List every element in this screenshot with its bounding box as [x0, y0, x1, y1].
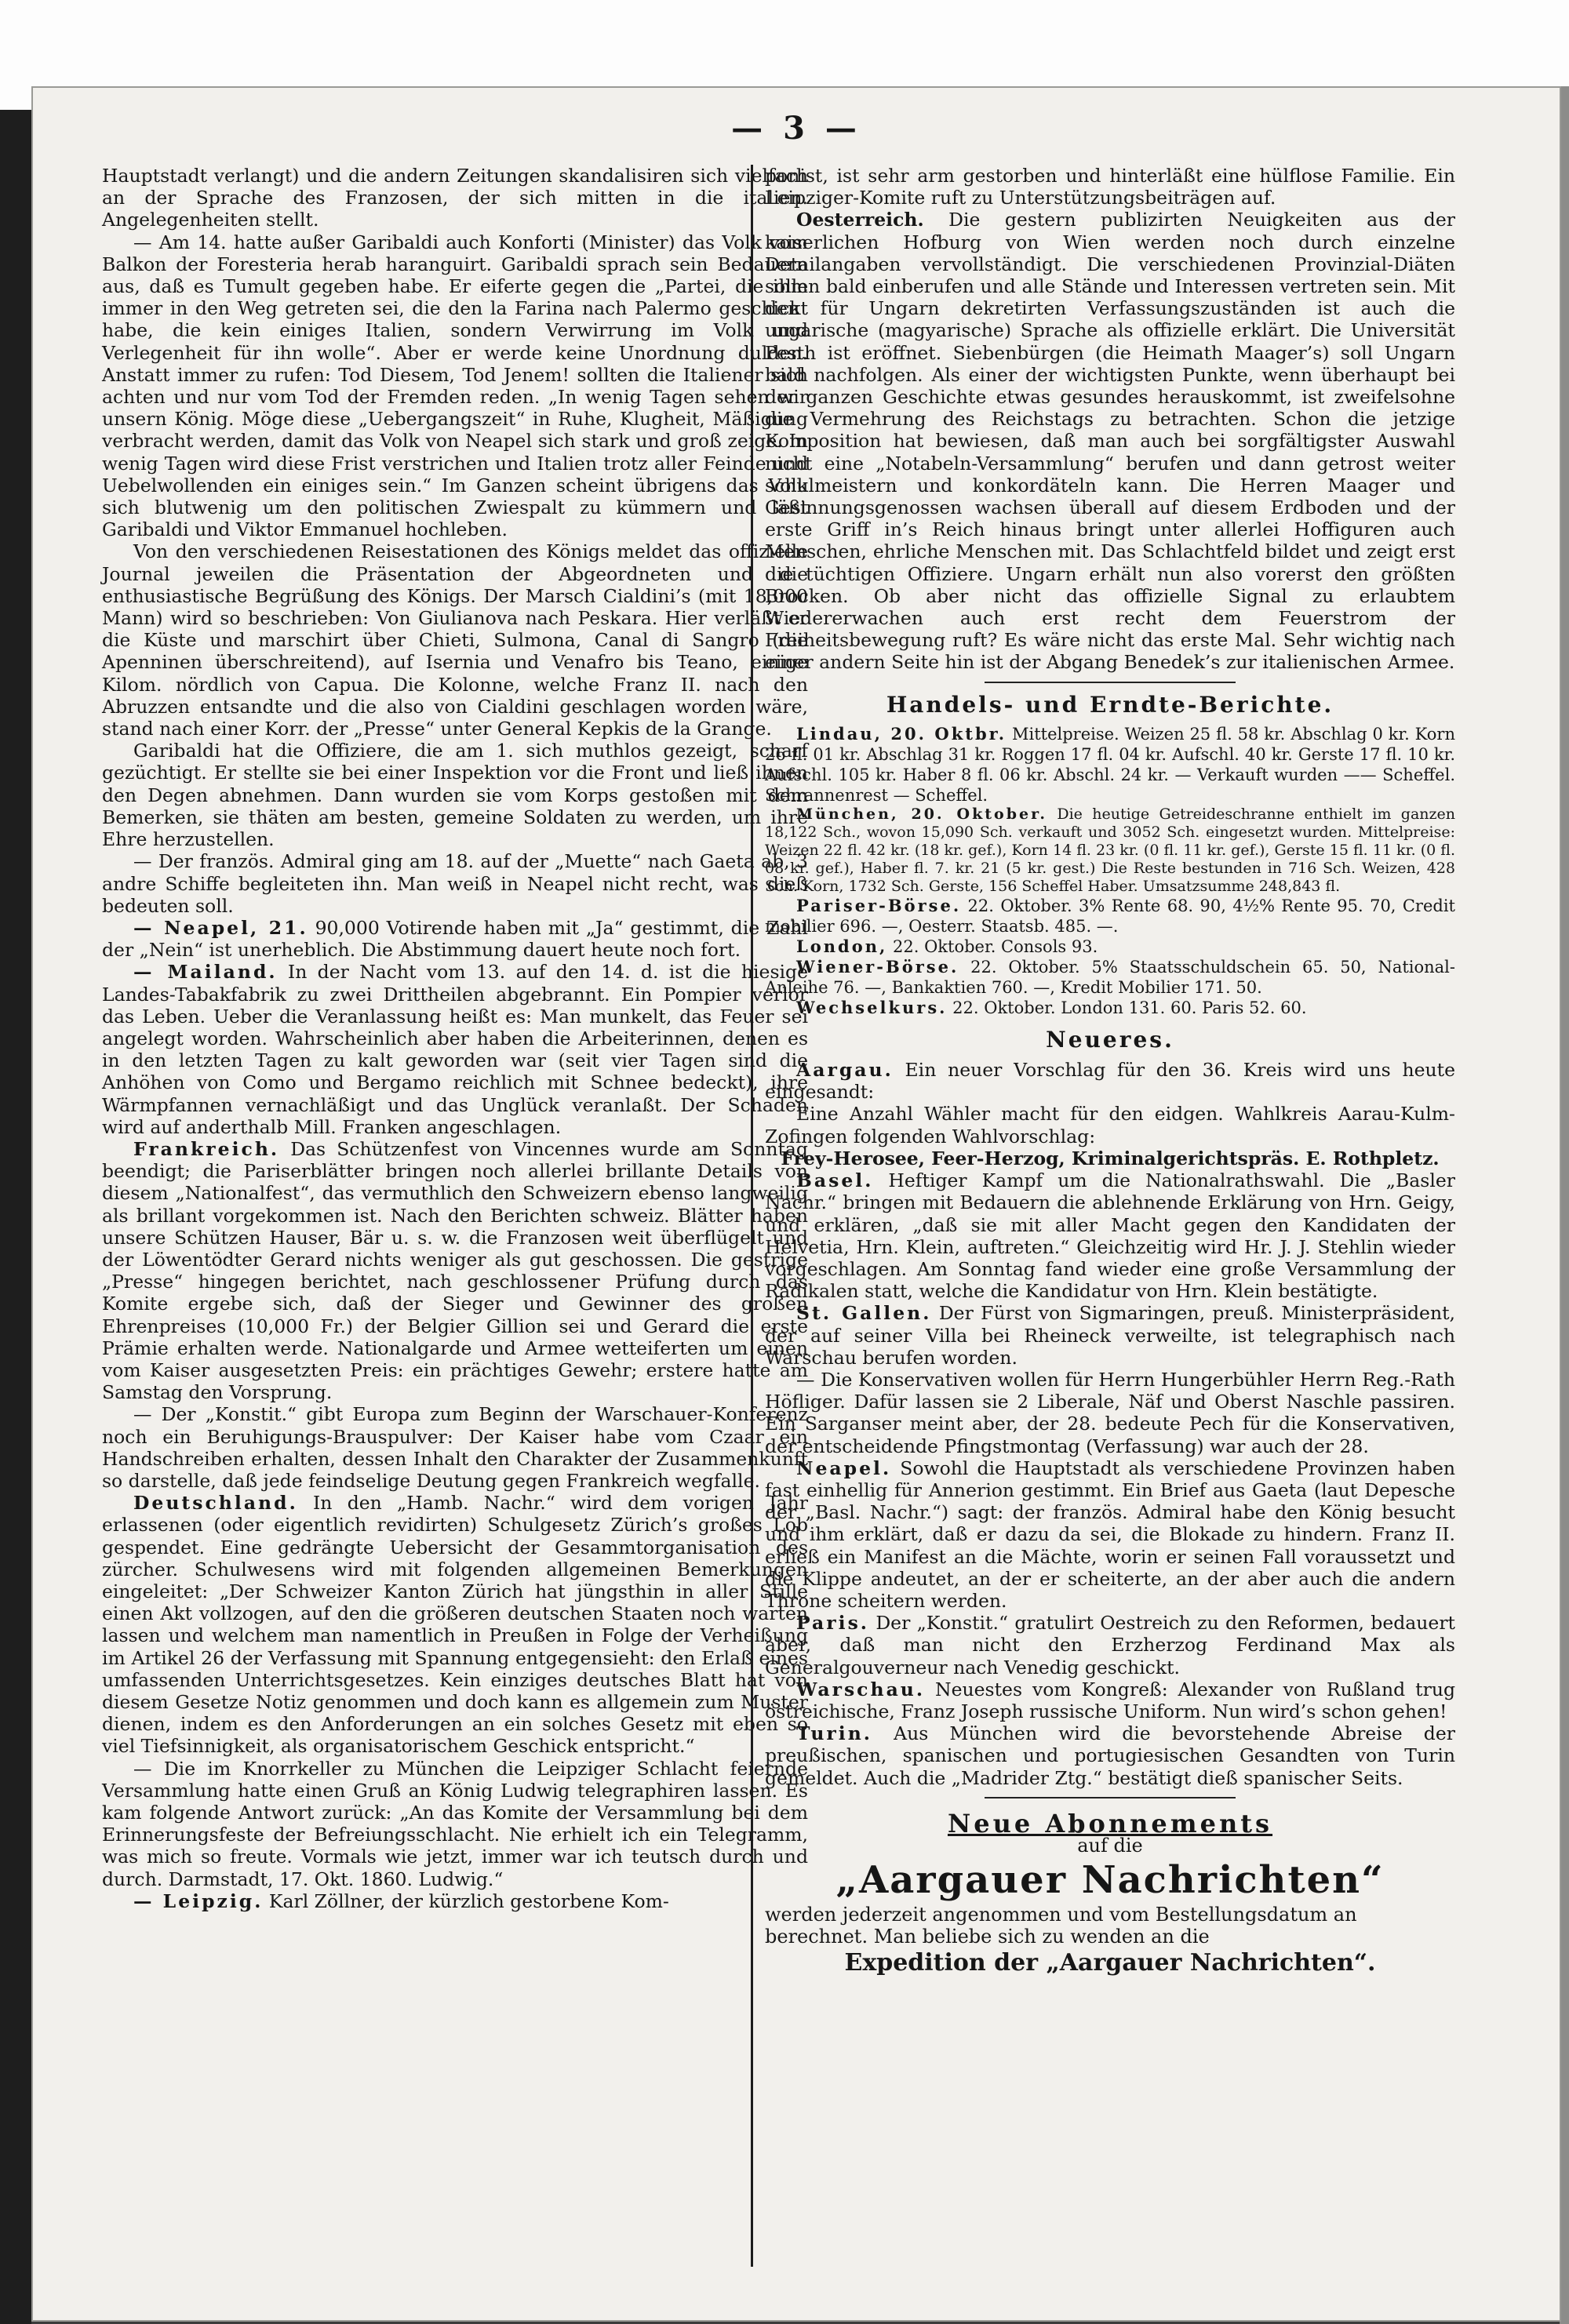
article-paragraph: [102, 1890, 808, 1912]
article-text: 22. Oktober. London 131. 60. Paris 52. 60.: [952, 998, 1307, 1017]
market-report: [765, 998, 1455, 1018]
article-lead: Basel.: [796, 1169, 874, 1192]
article-text: In den „Hamb. Nachr.“ wird dem vorigen Jahr erlassenen (oder eigentlich revidirten) Schulgesetz Zürich’s großes Lob gespendet. Eine gedrängte Uebersicht der Gesammtorganisation des zürcher. Schulwesens wird mit folgenden allgemeinen Bemerkungen eingeleitet: „Der Schweizer Kanton Zürich hat jüngsthin in aller Stille einen Akt vollzogen, auf den die größeren deutschen Staaten noch warten lassen und welchem man namentlich in Preußen in Folge der Verheißung im Artikel 26 der Verfassung mit Spannung entgegensieht: den Erlaß eines umfassenden Unterrichtsgesetzes. Kein einziges deutsches Blatt hat von diesem Gesetze Notiz genommen und doch kann es allgemein zum Muster dienen, indem es den Anforderungen an ein solches Gesetz mit eben so viel Tiefsinnigkeit, als organisatorischem Geschick entspricht.“: [102, 1492, 808, 1758]
article-lead: Warschau.: [796, 1678, 926, 1700]
article-text: Frey-Herosee, Feer-Herzog, Kriminalgerichtspräs. E. Rothpletz.: [781, 1147, 1440, 1169]
market-report: [765, 806, 1455, 896]
article-paragraph: [102, 165, 808, 231]
market-report: [765, 957, 1455, 998]
article-paragraph: [102, 540, 808, 740]
article-text: In der Nacht vom 13. auf den 14. d. ist die hiesige Landes-Tabakfabrik zu zwei Drittheilen abgebrannt. Ein Pompier verlor das Leben. Ueber die Veranlassung heißt es: Man munkelt, das Feuer sei angelegt worden. Wahrscheinlich aber haben die Arbeiterinnen, denen es in den letzten Tagen zu kalt geworden war (seit vier Tagen sind die Anhöhen von Como und Bergamo reichlich mit Schnee bedeckt), ihre Wärmpfannen vernachläßigt und das Unglück veranlaßt. Der Schaden wird auf anderthalb Mill. Franken angeschlagen.: [102, 961, 808, 1138]
article-text: Hauptstadt verlangt) und die andern Zeitungen skandalisiren sich vielfach an der Sprache des Franzosen, der sich mitten in die italien. Angelegenheiten stellt.: [102, 165, 808, 231]
news-item: [765, 1678, 1455, 1722]
article-text: Eine Anzahl Wähler macht für den eidgen. Wahlkreis Aarau-Kulm-Zofingen folgenden Wahlvorschlag:: [765, 1103, 1455, 1147]
article-paragraph: [102, 917, 808, 961]
news-item: [765, 1612, 1455, 1678]
article-text: 22. Oktober. 3% Rente 68. 90, 4½% Rente 95. 70, Credit mobilier 696. —, Oesterr. Staatsb. 485. —.: [765, 896, 1455, 936]
article-lead: — Leipzig.: [133, 1889, 264, 1912]
article-text: — Die im Knorrkeller zu München die Leipziger Schlacht feiernde Versammlung hatte einen Gruß an König Ludwig telegraphiren lassen. Es kam folgende Antwort zurück: „An das Komite der Versammlung bei dem Erinnerungsfeste der Befreiungsschlacht. Nie erhielt ich ein Telegramm, was mich so freute. Vormals wie jetzt, immer war ich teutsch durch und durch. Darmstadt, 17. Okt. 1860. Ludwig.“: [102, 1757, 808, 1890]
article-lead: Wechselkurs.: [796, 997, 948, 1017]
article-text: — Die Konservativen wollen für Herrn Hungerbühler Herrn Reg.-Rath Höfliger. Dafür lassen sie 2 Liberale, Näf und Oberst Naschle passiren. Ein Sarganser meint aber, der 28. bedeute Pech für die Konservativen, der entscheidende Pfingstmontag (Verfassung) war auch der 28.: [765, 1368, 1455, 1457]
article-text: Von den verschiedenen Reisestationen des Königs meldet das offizielle Journal jeweilen die Präsentation der Abgeordneten und die enthusiastische Begrüßung des Königs. Der Marsch Cialdini’s (mit 18,000 Mann) wird so beschrieben: Von Giulianova nach Peskara. Hier verläßt er die Küste und marschirt über Chieti, Sulmona, Canal di Sangro (die Apenninen überschreitend), auf Isernia und Venafro bis Teano, einige Kilom. nördlich von Capua. Die Kolonne, welche Franz II. nach den Abruzzen entsandte und die also von Cialdini geschlagen worden wäre, stand nach einer Korr. der „Presse“ unter General Kepkis de la Grange.: [102, 540, 808, 740]
article-lead: Neapel.: [796, 1457, 892, 1479]
article-paragraph: [102, 1492, 808, 1757]
article-text: 22. Oktober. 5% Staatsschuldschein 65. 50, National-Anleihe 76. —, Bankaktien 760. —, Kredit Mobilier 171. 50.: [765, 957, 1455, 997]
article-text: — Der französ. Admiral ging am 18. auf der „Muette“ nach Gaeta ab, 3 andre Schiffe begleiteten ihn. Man weiß in Neapel nicht recht, was dieß bedeuten soll.: [102, 850, 808, 917]
article-text: Karl Zöllner, der kürzlich gestorbene Kom-: [268, 1889, 669, 1912]
news-item: [765, 1302, 1455, 1369]
article-lead: Pariser-Börse.: [796, 895, 962, 915]
article-text: 22. Oktober. Consols 93.: [893, 937, 1098, 956]
article-lead: St. Gallen.: [796, 1302, 932, 1325]
article-text: Der Fürst von Sigmaringen, preuß. Ministerpräsident, der auf seiner Villa bei Rheineck verweilte, ist telegraphisch nach Warschau berufen worden.: [765, 1302, 1455, 1369]
article-lead: Frankreich.: [133, 1137, 280, 1160]
market-reports: [765, 724, 1455, 1018]
news-title: Neueres.: [1046, 1026, 1174, 1053]
article-text: Aus München wird die bevorstehende Abreise der preußischen, spanischen und portugiesischen Gesandten von Turin gemeldet. Auch die „Madrider Ztg.“ bestätigt dieß spanischer Seits.: [765, 1722, 1455, 1789]
left-column: [102, 165, 808, 1912]
subscription-ad: [765, 1808, 1455, 1977]
news-item: [765, 1457, 1455, 1612]
article-paragraph: [102, 1758, 808, 1890]
article-lead: — Mailand.: [133, 961, 278, 984]
ad-body-text: werden jederzeit angenommen und vom Bestellungsdatum an berechnet. Man beliebe sich zu wenden an die: [765, 1904, 1357, 1948]
news-item: [765, 1059, 1455, 1103]
article-text: — Am 14. hatte außer Garibaldi auch Konforti (Minister) das Volk vom Balkon der Foresteria herab haranguirt. Garibaldi sprach sein Bedauern aus, daß es Tumult gegeben habe. Er eiferte gegen die „Partei, die ihm immer in den Weg getreten sei, die den la Farina nach Palermo geschickt habe, die kein einiges Italien, sondern Verwirrung im Volk und Verlegenheit für ihn wolle“. Aber er werde keine Unordnung dulden. Anstatt immer zu rufen: Tod Diesem, Tod Jenem! sollten die Italiener sich achten und nur vom Tod der Fremden reden. „In wenig Tagen sehen wir unsern König. Möge diese „Uebergangszeit“ in Ruhe, Klugheit, Mäßigung verbracht werden, damit das Volk von Neapel sich stark und groß zeige. In wenig Tagen wird diese Frist verstrichen und Italien trotz aller Feinde und Uebelwollenden ein einiges sein.“ Im Ganzen scheint übrigens das Volk sich blutwenig um den politischen Zwiespalt zu kümmern und läßt Garibaldi und Viktor Emmanuel hochleben.: [102, 231, 808, 541]
article-text: Der „Konstit.“ gratulirt Oestreich zu den Reformen, bedauert aber, daß man nicht den Erzherzog Ferdinand Max als Generalgouverneur nach Venedig geschickt.: [765, 1612, 1455, 1678]
article-text: Neuestes vom Kongreß: Alexander von Rußland trug östreichische, Franz Joseph russische Uniform. Nun wird’s schon gehen!: [765, 1678, 1455, 1722]
right-intro-paragraph: ponist, ist sehr arm gestorben und hinterläßt eine hülflose Familie. Ein Leipziger-Komite ruft zu Unterstützungsbeiträgen auf.: [765, 165, 1455, 209]
scan-left-edge: [0, 110, 31, 2324]
page-number: — 3 —: [731, 110, 861, 147]
article-paragraph: [102, 1403, 808, 1492]
article-paragraph: [102, 961, 808, 1138]
article-lead: München, 20. Oktober.: [796, 805, 1047, 823]
article-paragraph: [102, 850, 808, 917]
article-text: Sowohl die Hauptstadt als verschiedene Provinzen haben fast einhellig für Annerion gestimmt. Ein Brief aus Gaeta (laut Depesche der „Basl. Nachr.“) sagt: der französ. Admiral habe den König besucht und ihm erklärt, daß er dazu da sei, die Blokade zu hindern. Franz II. erließ ein Manifest an die Mächte, worin er seinen Fall voraussetzt und die Klippe andeutet, an der er scheiterte, an der aber auch die andern Throne scheitern werden.: [765, 1457, 1455, 1612]
article-lead: Turin.: [796, 1722, 872, 1745]
article-paragraph: [102, 1138, 808, 1403]
article-text: Ein neuer Vorschlag für den 36. Kreis wird uns heute eingesandt:: [765, 1059, 1455, 1104]
article-text: Heftiger Kampf um die Nationalrathswahl. Die „Basler Nachr.“ bringen mit Bedauern die ablehnende Erklärung von Hrn. Geigy, und erklären, „daß sie mit aller Macht gegen den Kandidaten der Helvetia, Hrn. Klein, auftreten.“ Gleichzeitig wird Hr. J. J. Stehlin wieder vorgeschlagen. Am Sonntag fand wieder eine große Versammlung der Radikalen statt, welche die Kandidatur von Hrn. Klein bestätigte.: [765, 1169, 1455, 1303]
news-item: [765, 1369, 1455, 1457]
article-lead: — Neapel, 21.: [133, 916, 308, 939]
ad-title: Neue Abonnements: [947, 1808, 1273, 1838]
article-lead: Lindau, 20. Oktbr.: [796, 723, 1007, 744]
ad-connector: auf die: [1077, 1834, 1143, 1857]
article-text: 90,000 Votirende haben mit „Ja“ gestimmt, die Zahl der „Nein“ ist unerheblich. Die Abstimmung dauert heute noch fort.: [102, 916, 808, 962]
market-report: [765, 896, 1455, 937]
article-paragraph: [102, 231, 808, 541]
ad-newspaper-name: „Aargauer Nachrichten“: [835, 1858, 1385, 1903]
news-item: [765, 1103, 1455, 1147]
article-lead: Oesterreich.: [796, 209, 924, 231]
markets-title: Handels- und Erndte-Berichte.: [886, 691, 1334, 718]
news-item: [765, 1722, 1455, 1789]
article-text: Mittelpreise. Weizen 25 fl. 58 kr. Abschlag 0 kr. Korn 26 fl. 01 kr. Abschlag 31 kr. Roggen 17 fl. 04 kr. Aufschl. 40 kr. Gerste 17 fl. 10 kr. Aufschl. 105 kr. Haber 8 fl. 06 kr. Abschl. 24 kr. — Verkauft wurden —— Scheffel. Schrannenrest — Scheffel.: [765, 724, 1455, 805]
article-text: Die heutige Getreideschranne enthielt im ganzen 18,122 Sch., wovon 15,090 Sch. verkauft und 3052 Sch. eingesetzt wurden. Mittelpreise: Weizen 22 fl. 42 kr. (18 kr. gef.), Korn 14 fl. 23 kr. (0 fl. 11 kr. gef.), Gerste 15 fl. 11 kr. (0 fl. 08 kr. gef.), Haber fl. 7. kr. 21 (5 kr. gest.) Die Reste bestunden in 716 Sch. Weizen, 428 Sch. Korn, 1732 Sch. Gerste, 156 Scheffel Haber. Umsatzsumme 248,843 fl.: [765, 805, 1455, 895]
news-item: [765, 1169, 1455, 1302]
article-paragraph: [102, 740, 808, 850]
article-text: Garibaldi hat die Offiziere, die am 1. sich muthlos gezeigt, scharf gezüchtigt. Er stellte sie bei einer Inspektion vor die Front und ließ ihnen den Degen abnehmen. Dann wurden sie vom Korps gestoßen mit dem Bemerken, sie thäten am besten, gemeine Soldaten zu werden, um ihre Ehre herzustellen.: [102, 740, 808, 851]
news-item: [765, 1147, 1455, 1169]
article-text: Das Schützenfest von Vincennes wurde am Sonntag beendigt; die Pariserblätter bringen noch allerlei brillante Details von diesem „Nationalfest“, das vermuthlich den Schweizern ebenso langweilig als brillant vorgekommen ist. Nach den Berichten schweiz. Blätter haben unsere Schützen Hauser, Bär u. s. w. die Franzosen weit überflügelt und der Löwentödter Gerard nichts weniger als gut geschossen. Die gestrige „Presse“ hingegen berichtet, nach geschlossener Prüfung durch das Komite ergebe sich, daß der Sieger und Gewinner des großen Ehrenpreises (10,000 Fr.) der Belgier Gillion sei und Gerard die erste Prämie erhalten werde. Nationalgarde und Armee wetteiferten um einen vom Kaiser ausgesetzten Preis: ein prächtiges Gewehr; erstere hatte am Samstag den Vorsprung.: [102, 1137, 808, 1404]
ad-rule: [985, 1797, 1236, 1798]
article-lead: Deutschland.: [133, 1492, 298, 1515]
article-lead: Wiener-Börse.: [796, 956, 959, 977]
right-column: [765, 165, 1455, 1977]
article-lead: Aargau.: [796, 1059, 894, 1082]
article-text: — Der „Konstit.“ gibt Europa zum Beginn der Warschauer-Konferenz noch ein Beruhigungs-Brauspulver: Der Kaiser habe vom Czaar ein Handschreiben erhalten, dessen Inhalt den Charakter der Zusammenkunft so darstelle, daß jede feindselige Deutung gegen Frankreich wegfalle.: [102, 1403, 808, 1492]
news-list: [765, 1059, 1455, 1789]
section-rule: [985, 682, 1236, 683]
article-oesterreich: [765, 209, 1455, 673]
newspaper-page: [31, 86, 1561, 2322]
ad-signature: Expedition der „Aargauer Nachrichten“.: [844, 1949, 1376, 1977]
article-lead: London,: [796, 936, 888, 956]
market-report: [765, 724, 1455, 806]
market-report: [765, 937, 1455, 957]
article-lead: Paris.: [796, 1612, 869, 1635]
article-text: Die gestern publizirten Neuigkeiten aus der kaiserlichen Hofburg von Wien werden noch durch einzelne Detailangaben vervollständigt. Die verschiedenen Provinzial-Diäten sollen bald einberufen und alle Stände und Interessen vertreten sein. Mit den für Ungarn dekretirten Verfassungszuständen ist auch die ungarische (magyarische) Sprache als offizielle erklärt. Die Universität Pesth ist eröffnet. Siebenbürgen (die Heimath Maager’s) soll Ungarn bald nachfolgen. Als einer der wichtigsten Punkte, wenn überhaupt bei der ganzen Geschichte etwas gesundes herauskommt, ist zweifelsohne die Vermehrung des Reichstags zu betrachten. Schon die jetzige Komposition hat bewiesen, daß man auch bei sorgfältigster Auswahl nicht eine „Notabeln-Versammlung“ berufen und dann getrost weiter schulmeistern und konkordäteln kann. Die Herren Maager und Gesinnungsgenossen wachsen überall auf diesem Erdboden und der erste Griff in’s Reich hinaus bringt unter allerlei Hoffiguren auch Menschen, ehrliche Menschen mit. Das Schlachtfeld bildet und zeigt erst die tüchtigen Offiziere. Ungarn erhält nun also vorerst den größten Brocken. Ob aber nicht das offizielle Signal zu erlaubtem Wiedererwachen auch erst recht dem Feuerstrom der Freiheitsbewegung ruft? Es wäre nicht das erste Mal. Sehr wichtig nach einer andern Seite hin ist der Abgang Benedek’s zur italienischen Armee.: [765, 209, 1455, 674]
